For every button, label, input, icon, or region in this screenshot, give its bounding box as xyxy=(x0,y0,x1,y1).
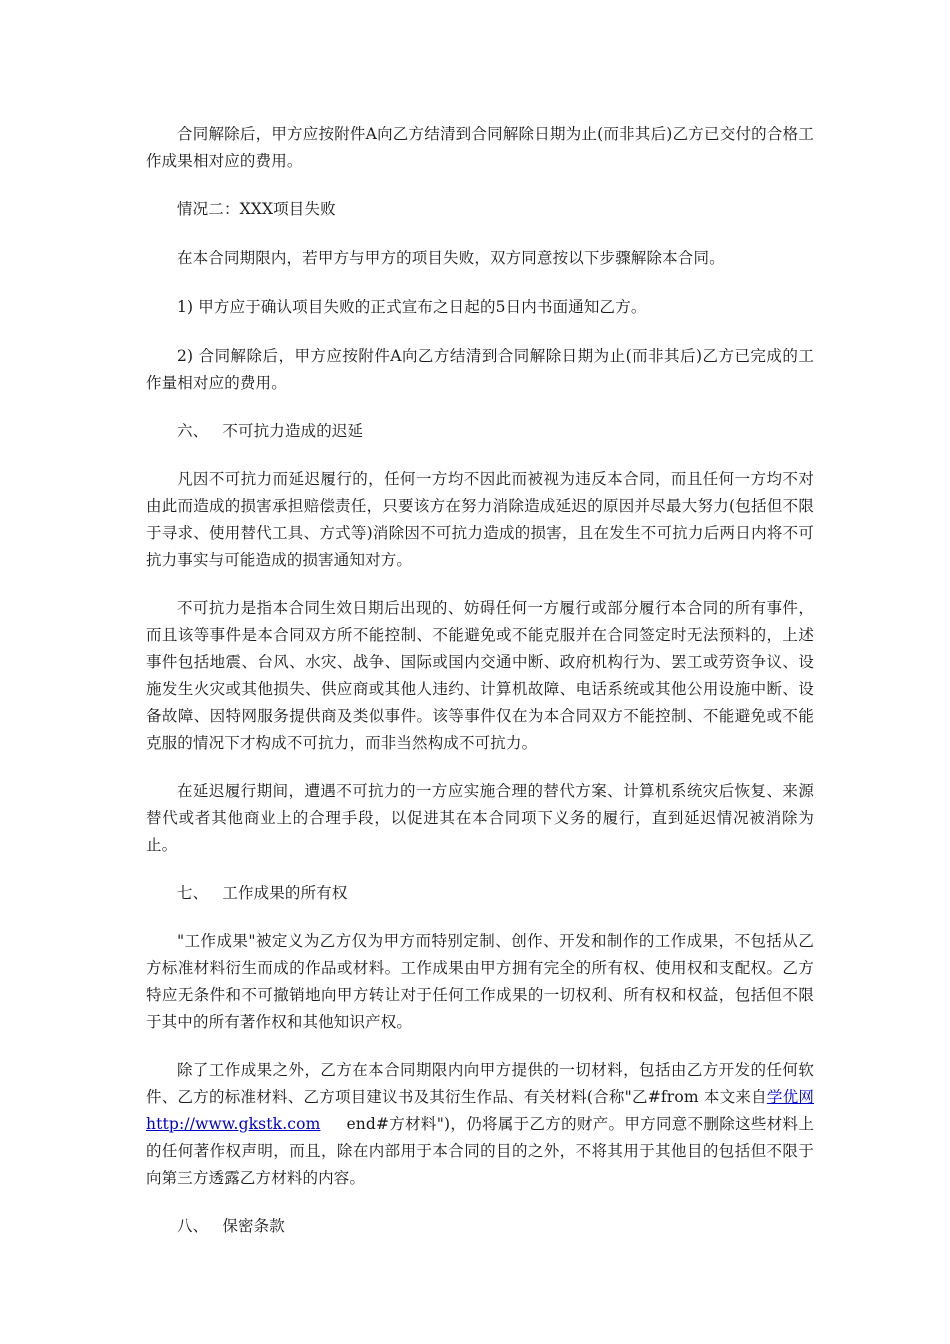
materials-text-start: 除了工作成果之外，乙方在本合同期限内向甲方提供的一切材料，包括由乙方开发的任何软件、乙方的标准材料、乙方项目建议书及其衍生作品、有关材料(合称"乙#from 本文来自 xyxy=(146,1061,814,1106)
site-url-link[interactable]: http://www.gkstk.com xyxy=(146,1115,321,1133)
materials-text-end: end#方材料")，仍将属于乙方的财产。甲方同意不删除这些材料上的任何著作权声明，而且，除在内部用于本合同的目的之外，不将其用于其他目的包括但不限于向第三方透露乙方材料的内容。 xyxy=(146,1115,814,1187)
step-one: 1) 甲方应于确认项目失败的正式宣布之日起的5日内书面通知乙方。 xyxy=(177,298,647,316)
section-six-heading xyxy=(146,418,814,445)
paragraph-work-product-definition: "工作成果"被定义为乙方仅为甲方而特别定制、创作、开发和制作的工作成果，不包括从乙方标准材料衍生而成的作品或材料。工作成果由甲方拥有完全的所有权、使用权和支配权。乙方特应无条件和不可撤销地向甲方转让对于任何工作成果的一切权利、所有权和权益，包括但不限于其中的所有著作权和其他知识产权。 xyxy=(146,932,814,1031)
section-six-number: 六、 xyxy=(177,422,209,440)
case-two-heading: 情况二：XXX项目失败 xyxy=(177,200,336,218)
section-eight-heading xyxy=(146,1213,814,1240)
document-page xyxy=(146,121,814,1261)
section-eight-number: 八、 xyxy=(177,1217,209,1235)
section-six-title: 不可抗力造成的迟延 xyxy=(222,422,364,440)
paragraph-delay-period: 在延迟履行期间，遭遇不可抗力的一方应实施合理的替代方案、计算机系统灾后恢复、来源替代或者其他商业上的合理手段，以促进其在本合同项下义务的履行，直到延迟情况被消除为止。 xyxy=(146,782,814,854)
paragraph-force-majeure-definition: 不可抗力是指本合同生效日期后出现的、妨碍任何一方履行或部分履行本合同的所有事件，而且该等事件是本合同双方所不能控制、不能避免或不能克服并在合同签定时无法预料的，上述事件包括地震、台风、水灾、战争、国际或国内交通中断、政府机构行为、罢工或劳资争议、设施发生火灾或其他损失、供应商或其他人违约、计算机故障、电话系统或其他公用设施中断、设备故障、因特网服务提供商及类似事件。该等事件仅在为本合同双方不能控制、不能避免或不能克服的情况下才构成不可抗力，而非当然构成不可抗力。 xyxy=(146,599,814,752)
step-two: 2) 合同解除后，甲方应按附件A向乙方结清到合同解除日期为止(而非其后)乙方已完成的工作量相对应的费用。 xyxy=(146,347,814,392)
paragraph-contract-termination-payment: 合同解除后，甲方应按附件A向乙方结清到合同解除日期为止(而非其后)乙方已交付的合格工作成果相对应的费用。 xyxy=(146,125,814,170)
paragraph-project-failure: 在本合同期限内，若甲方与甲方的项目失败，双方同意按以下步骤解除本合同。 xyxy=(177,249,725,267)
section-eight-title: 保密条款 xyxy=(222,1217,285,1235)
site-name-link[interactable]: 学优网 xyxy=(766,1088,814,1106)
paragraph-force-majeure-delay: 凡因不可抗力而延迟履行的，任何一方均不因此而被视为违反本合同，而且任何一方均不对由此而造成的损害承担赔偿责任，只要该方在努力消除造成延迟的原因并尽最大努力(包括但不限于寻求、使用替代工具、方式等)消除因不可抗力造成的损害，且在发生不可抗力后两日内将不可抗力事实与可能造成的损害通知对方。 xyxy=(146,470,814,569)
section-seven-heading xyxy=(146,880,814,907)
section-seven-title: 工作成果的所有权 xyxy=(222,884,348,902)
section-seven-number: 七、 xyxy=(177,884,209,902)
paragraph-other-materials xyxy=(146,1057,814,1192)
